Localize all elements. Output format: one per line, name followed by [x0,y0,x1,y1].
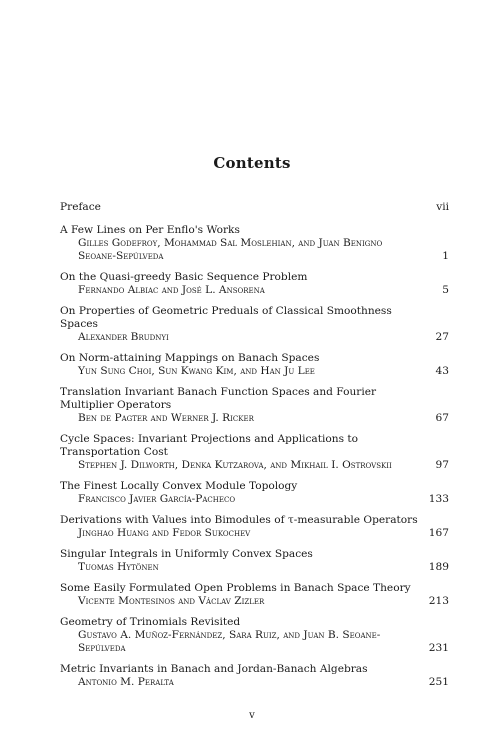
entry-title: Derivations with Values into Bimodules of τ-measurable Operators [60,514,418,526]
entry-title: Metric Invariants in Banach and Jordan-Banach Algebras [60,663,368,675]
entry-authors: Ben de Pagter and Werner J. Ricker [78,412,254,424]
table-of-contents [60,201,449,697]
toc-entry[interactable] [60,386,449,425]
entry-title: Translation Invariant Banach Function Spaces and Fourier Multiplier Operators [60,386,377,411]
entry-authors: Yun Sung Choi, Sun Kwang Kim, and Han Ju Lee [78,365,315,377]
entry-page-number: 133 [428,493,449,505]
toc-entry[interactable] [60,663,449,689]
entry-authors: Fernando Albiac and José L. Ansorena [78,284,265,296]
entry-page-number: vii [436,201,449,213]
entry-page-number: 97 [435,459,449,471]
toc-entry[interactable] [60,352,449,378]
toc-entry[interactable] [60,548,449,574]
entry-title: Some Easily Formulated Open Problems in Banach Space Theory [60,582,411,594]
entry-title: On Properties of Geometric Preduals of Classical Smoothness Spaces [60,305,392,330]
entry-authors: Vicente Montesinos and Václav Zizler [78,595,265,607]
toc-entry[interactable] [60,201,449,214]
toc-entry[interactable] [60,271,449,297]
entry-page-number: 251 [428,676,449,688]
page-title: Contents [213,154,291,172]
entry-authors: Tuomas Hytönen [78,561,159,573]
entry-authors: Jinghao Huang and Fedor Sukochev [78,527,251,539]
toc-entry[interactable] [60,616,449,655]
entry-title: The Finest Locally Convex Module Topology [60,480,298,492]
entry-page-number: 189 [428,561,449,573]
entry-authors: Francisco Javier García-Pacheco [78,493,236,505]
entry-title: On the Quasi-greedy Basic Sequence Problem [60,271,308,283]
entry-page-number: 231 [428,642,449,654]
entry-page-number: 27 [435,331,449,343]
entry-title: Cycle Spaces: Invariant Projections and Applications to Transportation Cost [60,433,359,458]
toc-entry[interactable] [60,480,449,506]
entry-title: Singular Integrals in Uniformly Convex Spaces [60,548,313,560]
toc-entry[interactable] [60,514,449,540]
entry-authors: Antonio M. Peralta [78,676,174,688]
entry-title: A Few Lines on Per Enflo's Works [60,224,240,236]
entry-authors: Gustavo A. Muñoz-Fernández, Sara Ruiz, and Juan B. Seoane-Sepúlveda [78,629,381,654]
page-footer-number: v [249,710,255,721]
entry-title: Geometry of Trinomials Revisited [60,616,241,628]
entry-page-number: 1 [442,250,449,262]
entry-authors: Gilles Godefroy, Mohammad Sal Moslehian, and Juan Benigno Seoane-Sepúlveda [78,237,383,262]
entry-title: Preface [60,201,101,213]
entry-page-number: 213 [428,595,449,607]
entry-page-number: 43 [435,365,449,377]
entry-title: On Norm-attaining Mappings on Banach Spaces [60,352,320,364]
toc-entry[interactable] [60,305,449,344]
entry-authors: Stephen J. Dilworth, Denka Kutzarova, and Mikhail I. Ostrovskii [78,459,392,471]
entry-page-number: 167 [428,527,449,539]
toc-entry[interactable] [60,224,449,263]
entry-authors: Alexander Brudnyi [78,331,169,343]
entry-page-number: 67 [435,412,449,424]
entry-page-number: 5 [442,284,449,296]
toc-entry[interactable] [60,582,449,608]
toc-entry[interactable] [60,433,449,472]
